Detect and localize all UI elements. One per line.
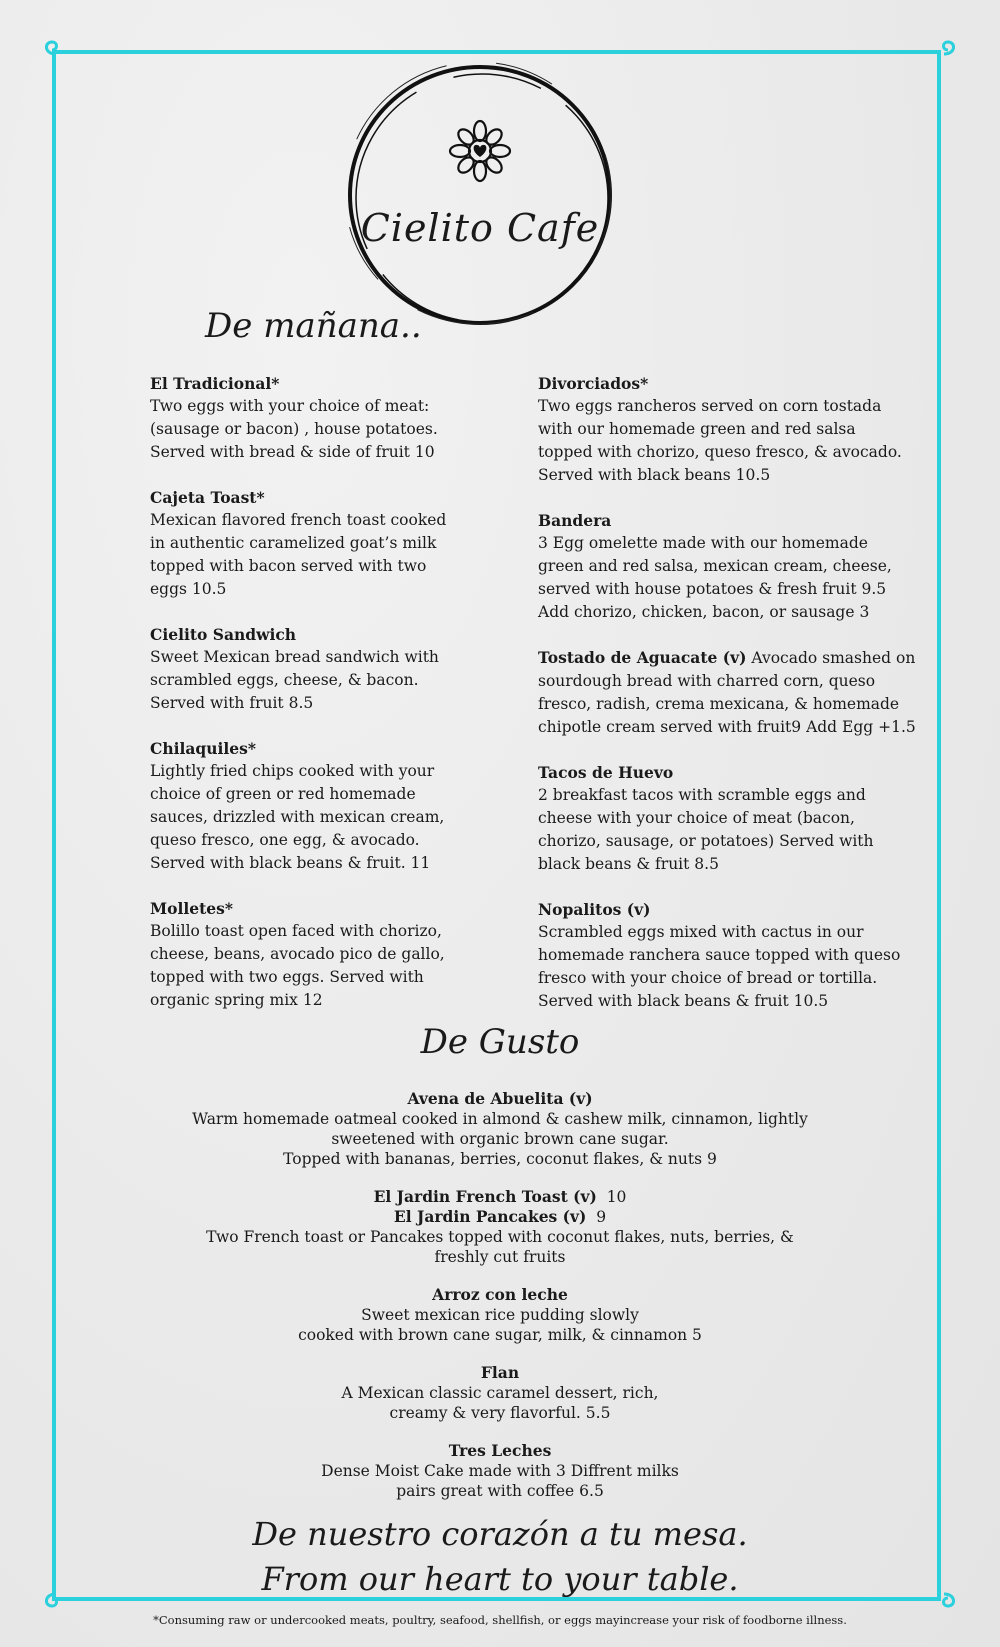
cafe-name: Cielito Cafe bbox=[360, 206, 600, 250]
menu-item bbox=[150, 897, 540, 1012]
item-description: Lightly fried chips cooked with your choice of green or red homemade sauces, drizzled with mexican cream, queso fresco, one egg, & avocado. Served with black beans & fruit. 11 bbox=[150, 762, 445, 872]
sun-heart-icon bbox=[450, 121, 510, 181]
item-name: El Tradicional* bbox=[150, 374, 280, 393]
menu-item bbox=[150, 1441, 850, 1501]
item-name: Molletes* bbox=[150, 899, 233, 918]
logo-circle bbox=[335, 55, 625, 345]
section-title-manana: De mañana.. bbox=[205, 306, 422, 346]
tagline-english: From our heart to your table. bbox=[261, 1560, 739, 1598]
item-name: Tostado de Aguacate (v) bbox=[538, 648, 747, 667]
item-name: Cielito Sandwich bbox=[150, 625, 297, 644]
menu-item bbox=[538, 761, 938, 876]
food-safety-footnote: *Consuming raw or undercooked meats, poultry, seafood, shellfish, or eggs mayincrease your risk of foodborne illness. bbox=[153, 1613, 847, 1627]
gusto-list bbox=[150, 1089, 850, 1519]
item-description: Warm homemade oatmeal cooked in almond & cashew milk, cinnamon, lightly sweetened with organic brown cane sugar. Topped with bananas, berries, coconut flakes, & nuts 9 bbox=[192, 1110, 808, 1168]
item-name: El Jardin Pancakes (v) bbox=[393, 1207, 587, 1226]
menu-item bbox=[150, 1285, 850, 1345]
menu-item bbox=[150, 737, 540, 875]
item-description: A Mexican classic caramel dessert, rich, creamy & very flavorful. 5.5 bbox=[341, 1384, 659, 1422]
item-description: sourdough bread with charred corn, queso fresco, radish, crema mexicana, & homemade chipotle cream served with fruit9 Add Egg +1.5 bbox=[538, 672, 916, 736]
menu-item bbox=[150, 1363, 850, 1423]
item-name: Nopalitos (v) bbox=[538, 900, 651, 919]
item-description: Two eggs with your choice of meat: (sausage or bacon) , house potatoes. Served with bread & side of fruit 10 bbox=[150, 397, 438, 461]
item-name: El Jardin French Toast (v) bbox=[373, 1187, 597, 1206]
item-name: Chilaquiles* bbox=[150, 739, 257, 758]
item-description: Sweet mexican rice pudding slowly cooked with brown cane sugar, milk, & cinnamon 5 bbox=[298, 1306, 702, 1344]
item-price: 9 bbox=[596, 1208, 607, 1226]
menu-item bbox=[150, 486, 540, 601]
item-description: Bolillo toast open faced with chorizo, cheese, beans, avocado pico de gallo, topped with two eggs. Served with organic spring mix 12 bbox=[150, 922, 445, 1009]
menu-item bbox=[538, 509, 938, 624]
corner-curl-icon bbox=[40, 38, 62, 60]
item-description: Two eggs rancheros served on corn tostada with our homemade green and red salsa topped with chorizo, queso fresco, & avocado. Served with black beans 10.5 bbox=[538, 397, 902, 484]
menu-item bbox=[538, 646, 938, 739]
item-name: Tacos de Huevo bbox=[538, 763, 674, 782]
item-name: Cajeta Toast* bbox=[150, 488, 265, 507]
item-description-inline: Avocado smashed on bbox=[746, 649, 916, 667]
menu-item bbox=[150, 1089, 850, 1169]
item-name: Avena de Abuelita (v) bbox=[407, 1089, 593, 1108]
menu-item bbox=[150, 1187, 850, 1267]
item-name: Arroz con leche bbox=[432, 1285, 568, 1304]
item-name: Bandera bbox=[538, 511, 612, 530]
menu-item bbox=[538, 898, 938, 1013]
corner-curl-icon bbox=[40, 1588, 62, 1610]
item-price: 10 bbox=[606, 1188, 627, 1206]
menu-item bbox=[538, 372, 938, 487]
menu-item bbox=[150, 372, 540, 464]
tagline-spanish: De nuestro corazón a tu mesa. bbox=[252, 1515, 748, 1553]
item-description: 2 breakfast tacos with scramble eggs and cheese with your choice of meat (bacon, chorizo, sausage, or potatoes) Served with black beans & fruit 8.5 bbox=[538, 786, 874, 873]
item-name: Tres Leches bbox=[448, 1441, 552, 1460]
menu-item bbox=[150, 623, 540, 715]
item-description: Scrambled eggs mixed with cactus in our homemade ranchera sauce topped with queso fresco with your choice of bread or tortilla. Served with black beans & fruit 10.5 bbox=[538, 923, 901, 1010]
item-description: Dense Moist Cake made with 3 Diffrent milks pairs great with coffee 6.5 bbox=[321, 1462, 679, 1500]
item-description: Mexican flavored french toast cooked in authentic caramelized goat’s milk topped with bacon served with two eggs 10.5 bbox=[150, 511, 447, 598]
corner-curl-icon bbox=[938, 1588, 960, 1610]
corner-curl-icon bbox=[938, 38, 960, 60]
section-title-gusto: De Gusto bbox=[420, 1022, 580, 1062]
item-name: Divorciados* bbox=[538, 374, 649, 393]
menu-column-left bbox=[150, 372, 540, 1034]
item-description: Two French toast or Pancakes topped with coconut flakes, nuts, berries, & freshly cut fruits bbox=[206, 1228, 794, 1266]
item-description: 3 Egg omelette made with our homemade green and red salsa, mexican cream, cheese, served with house potatoes & fresh fruit 9.5 Add chorizo, chicken, bacon, or sausage 3 bbox=[538, 534, 892, 621]
menu-column-right bbox=[538, 372, 938, 1035]
item-description: Sweet Mexican bread sandwich with scrambled eggs, cheese, & bacon. Served with fruit 8.5 bbox=[150, 648, 439, 712]
item-name: Flan bbox=[480, 1363, 520, 1382]
